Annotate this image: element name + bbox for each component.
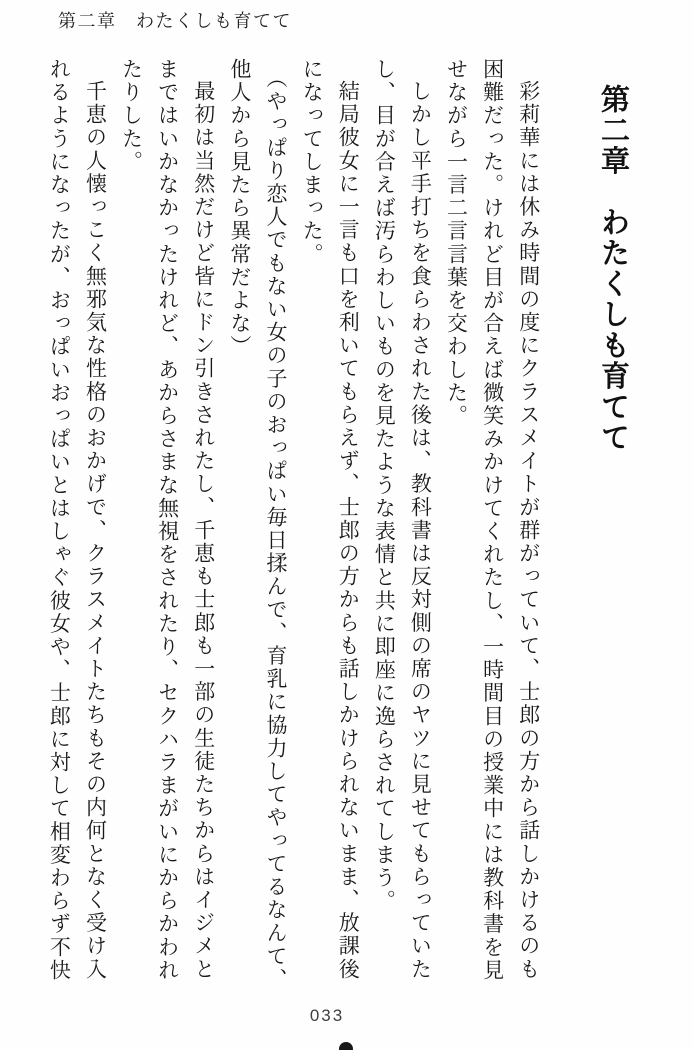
chapter-heading: 第二章 わたくしも育てて [597, 84, 629, 453]
paragraph: 千恵の人懐っこく無邪気な性格のおかげで、クラスメイトたちもその内何となく受け入れるようになったが、おっぱいおっぱいとはしゃぐ彼女や、士郎に対して相変わらず不快 [47, 58, 108, 982]
paragraph: 彩莉華には休み時間の度にクラスメイトが群がっていて、士郎の方から話しかけるのも困難だった。けれど目が合えば微笑みかけてくれたし、一時間目の授業中には教科書を見せながら一言二言言葉を交わした。 [444, 58, 541, 982]
paragraph: 結局彼女に一言も口を利いてもらえず、士郎の方からも話しかけられないまま、放課後になってしまった。 [300, 58, 361, 981]
paragraph: 最初は当然だけど皆にドン引きされたし、千恵も士郎も一部の生徒たちからはイジメとまではいかなかったけれど、あからさまな無視をされたり、セクハラまがいにからかわれたりした。 [119, 58, 216, 982]
paragraph: （やっぱり恋人でもない女の子のおっぱい毎日揉んで、育乳に協力してやってるなんて、他人から見たら異常だよな） [227, 58, 288, 992]
page-number: 033 [309, 1006, 345, 1025]
trim-mark-dot [339, 1042, 353, 1050]
running-header: 第二章 わたくしも育てて [58, 11, 292, 31]
paragraph: しかし平手打ちを食らわされた後は、教科書は反対側の席のヤツに見せてもらっていたし、目が合えば汚らわしいものを見たような表情と共に即座に逸らされてしまう。 [372, 58, 433, 981]
vertical-text-block [41, 58, 631, 998]
